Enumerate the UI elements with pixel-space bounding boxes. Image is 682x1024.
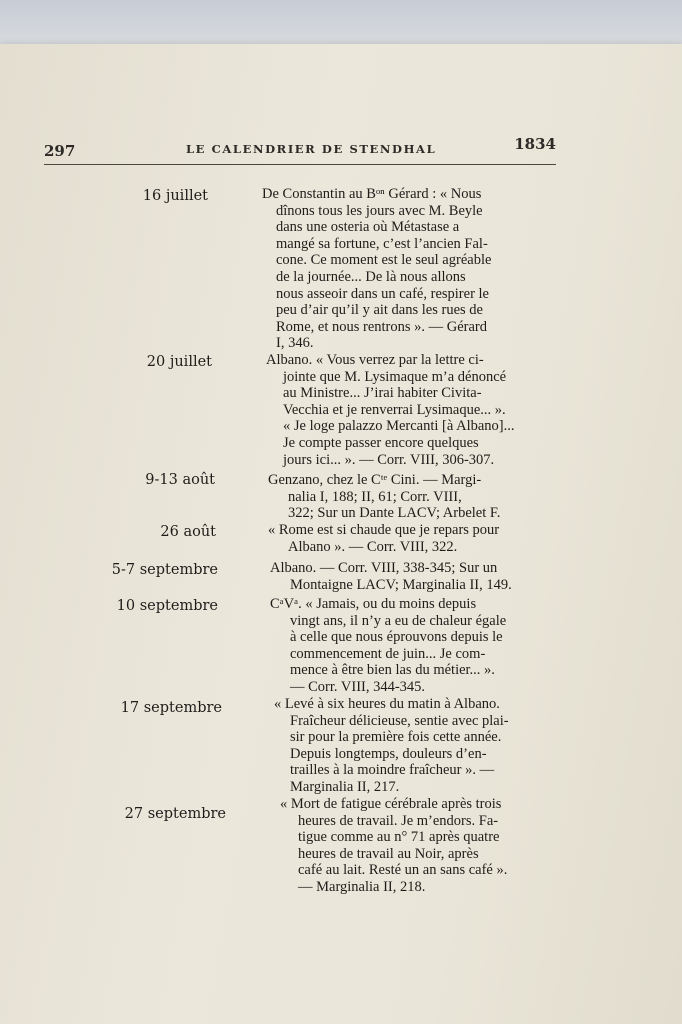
entry-text: Genzano, chez le Cᵗᵉ Cini. — Margi- nalia I, 188; II, 61; Corr. VIII, 322; Sur un Dante LACV; Arbelet F. (268, 472, 501, 522)
entry-date: 10 septembre (116, 598, 218, 614)
entry-date: 17 septembre (120, 700, 222, 716)
entry-date: 20 juillet (146, 354, 212, 370)
running-header (44, 90, 556, 160)
header-rule (44, 164, 556, 165)
entry-text: Albano. — Corr. VIII, 338-345; Sur un Montaigne LACV; Marginalia II, 149. (270, 560, 512, 593)
entry-date: 16 juillet (142, 188, 208, 204)
header-year: 1834 (514, 135, 556, 153)
entry-text: « Mort de fatigue cérébrale après trois heures de travail. Je m’endors. Fa- tigue comme au n° 71 après quatre heures de travail au Noir, après café au lait. Resté un an sans café ». — Marginalia II, 218. (280, 796, 508, 895)
entry-date: 9-13 août (145, 472, 215, 488)
entry-date: 26 août (160, 524, 216, 540)
page-number: 297 (44, 142, 76, 160)
running-title: LE CALENDRIER DE STENDHAL (186, 142, 437, 156)
entry-text: CᵃVᵃ. « Jamais, ou du moins depuis vingt ans, il n’y a eu de chaleur égale à celle que nous éprouvons depuis le commencement de juin... Je com- mence à être bien las du métier... ». — Corr. VIII, 344-345. (270, 596, 507, 695)
entry-text: De Constantin au Bᵒⁿ Gérard : « Nous dînons tous les jours avec M. Beyle dans une osteria où Métastase a mangé sa fortune, c’est l’ancien Fal- cone. Ce moment est le seul agréable de la journée... De là nous allons nous asseoir dans un café, respirer le peu d’air qu’il y ait dans les rues de Rome, et nous rentrons ». — Gérard I, 346. (262, 186, 492, 352)
entry-text: Albano. « Vous verrez par la lettre ci- jointe que M. Lysimaque m’a dénoncé au Ministre... J’irai habiter Civita- Vecchia et je renverrai Lysimaque... ». « Je loge palazzo Mercanti [à Albano]... Je compte passer encore quelques jours ici... ». — Corr. VIII, 306-307. (266, 352, 515, 468)
entry-text: « Levé à six heures du matin à Albano. Fraîcheur délicieuse, sentie avec plai- sir pour la première fois cette année. Depuis longtemps, douleurs d’en- trailles à la moindre fraîcheur ». — Marginalia II, 217. (274, 696, 509, 795)
entry-text: « Rome est si chaude que je repars pour Albano ». — Corr. VIII, 322. (268, 522, 500, 555)
entry-date: 27 septembre (124, 806, 226, 822)
entry-date: 5-7 septembre (111, 562, 218, 578)
